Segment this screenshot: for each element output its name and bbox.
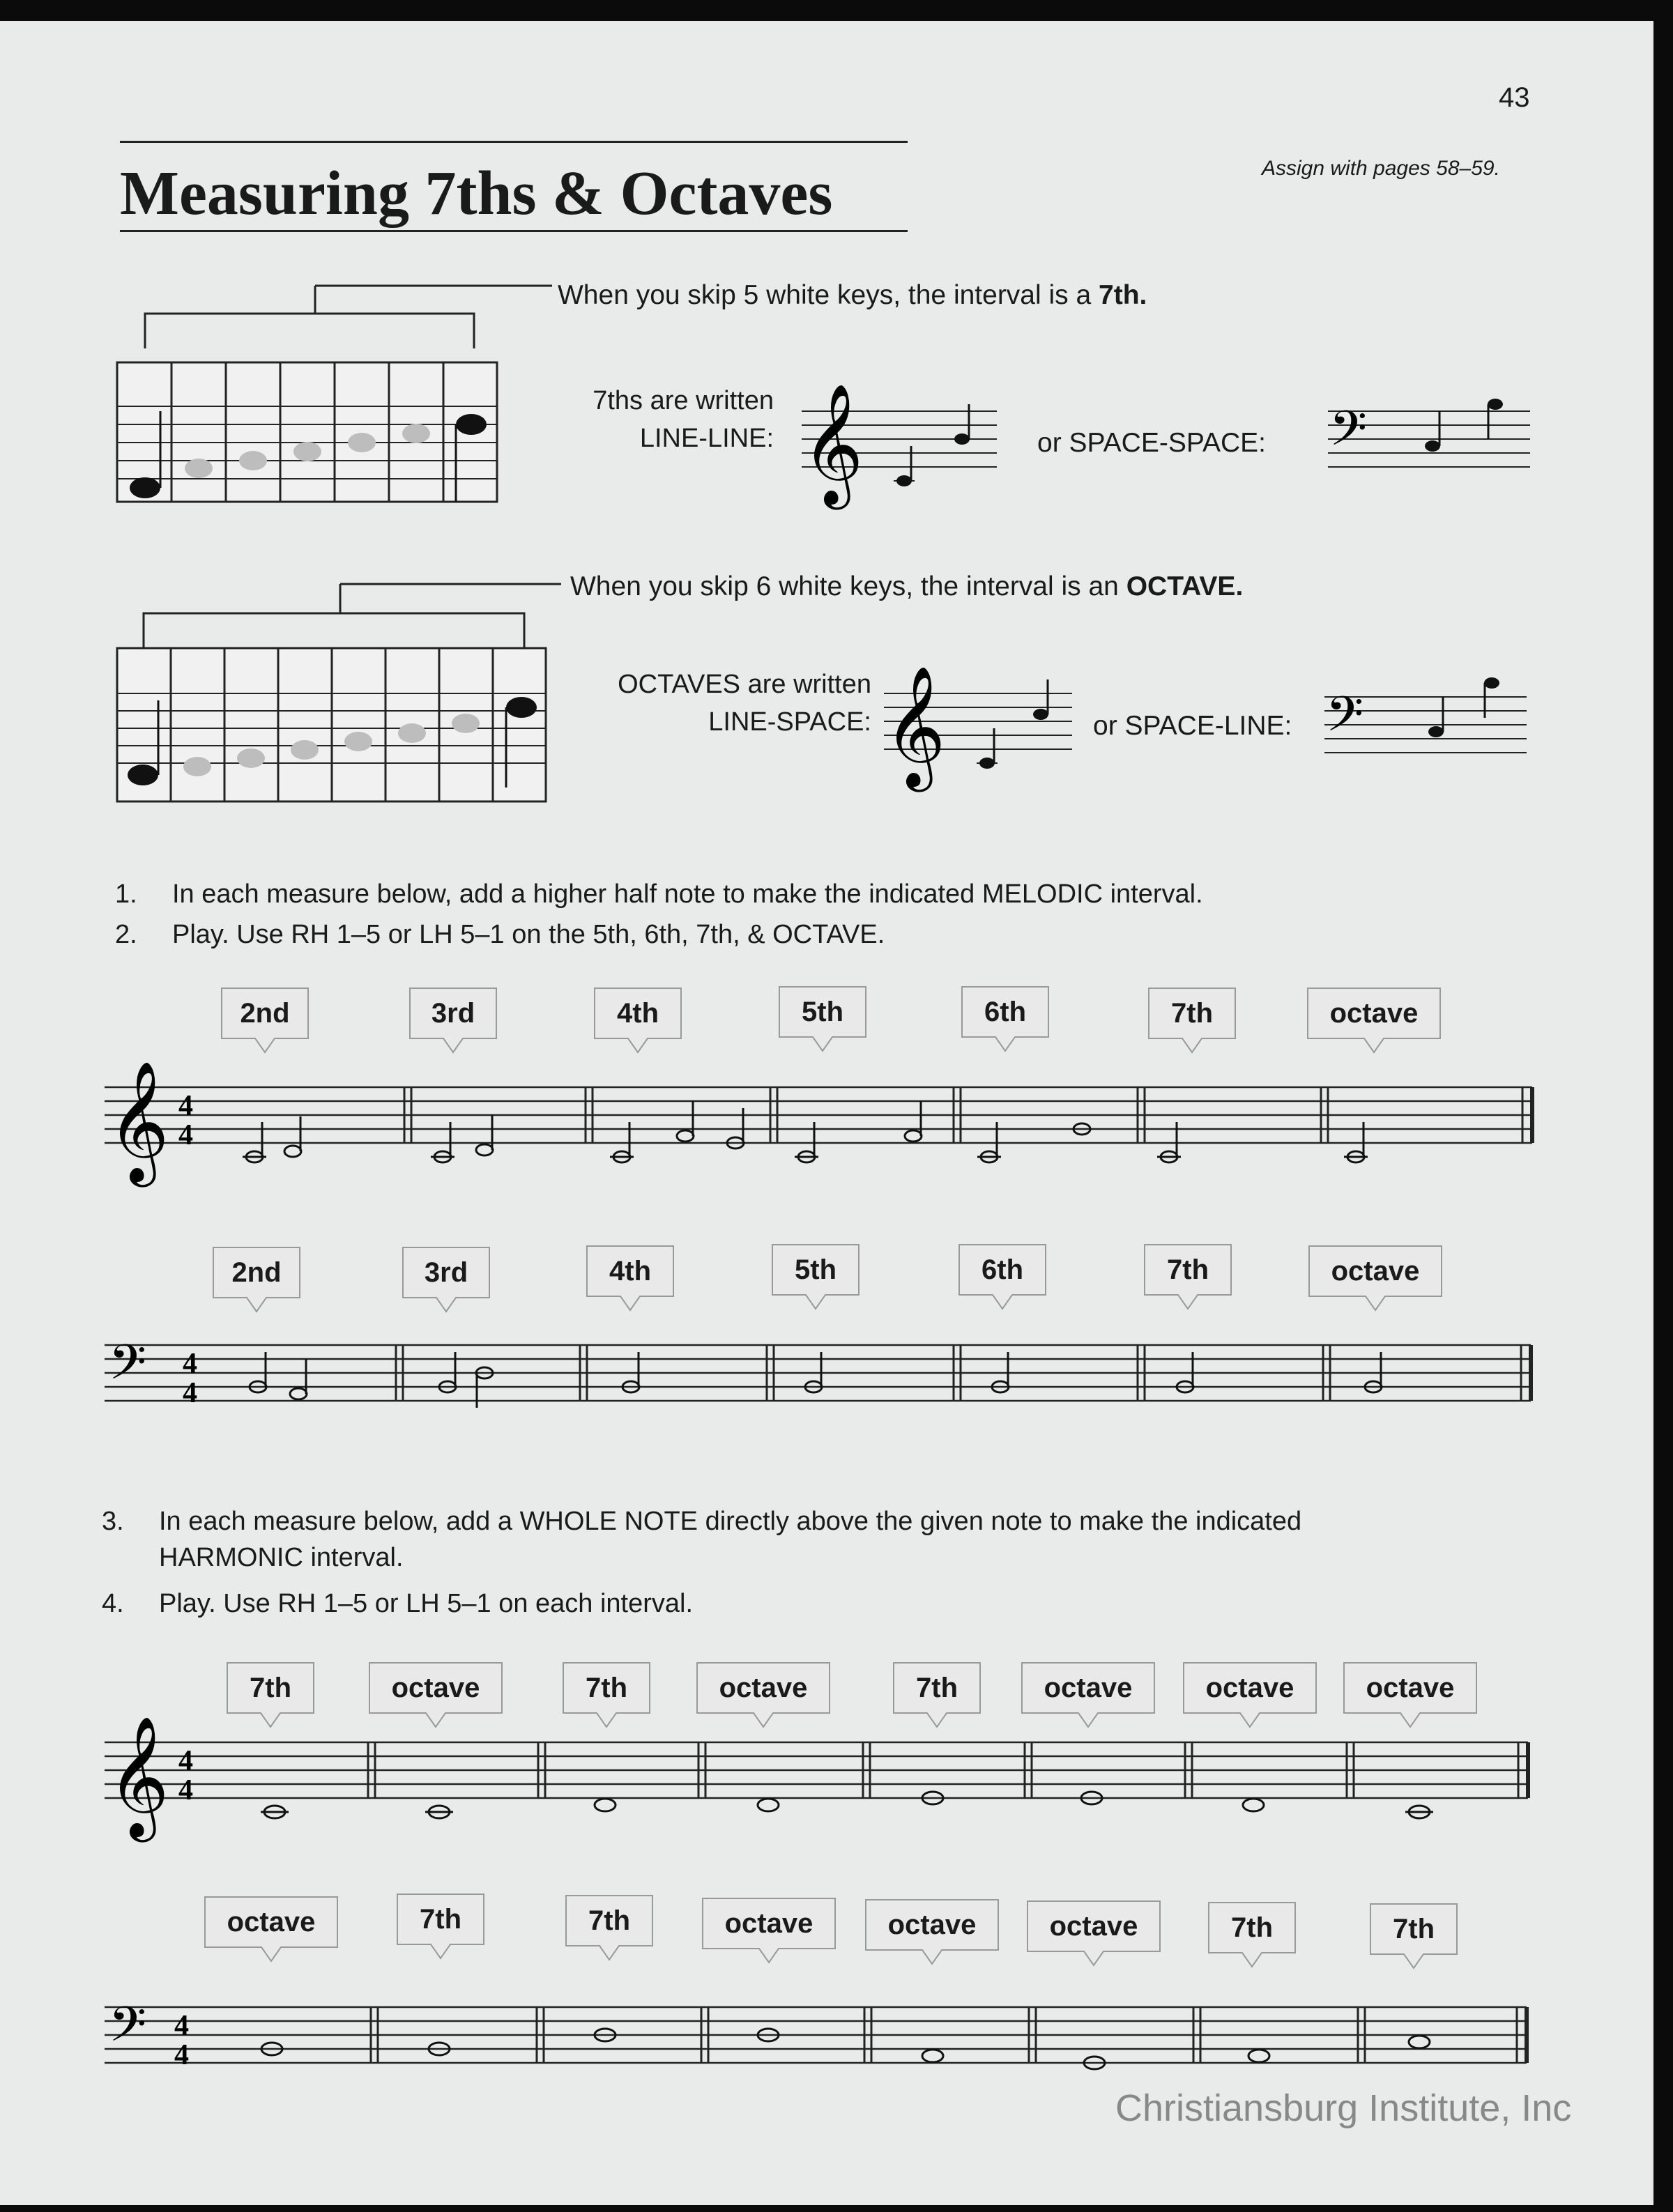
bass-clef-icon: 𝄢 xyxy=(1326,686,1364,754)
octaves-treble-example xyxy=(884,666,1079,787)
exercise1-treble-staff xyxy=(105,1052,1541,1192)
treble-clef-icon: 𝄞 xyxy=(107,1061,169,1182)
interval-badge: octave xyxy=(1022,1663,1154,1730)
interval-badge: 7th xyxy=(566,1896,652,1963)
workbook-page: 43 Assign with pages 58–59. Measuring 7ths & Octaves When you skip 5 white keys, the interval is a 7th. 7ths are written LINE-LINE: 𝄞 or SPACE-SPACE: 𝄢 When you skip 6 white keys, the interval is an OCTAVE. OCTAVES are written LINE-SPACE: 𝄞 or SPACE-LINE: 𝄢 1. In each measure below, add a higher half note to make the indicated MELODIC interval. 2. Play. Use RH 1–5 or LH 5–1 on the 5th, 6th, 7th, & OCTAVE. 2nd 3rd 4th 5th 6th 7th octave 𝄞 4 4 2nd 3rd 4th 5th 6th 7th octave 𝄢 4 4 3. In each measure below, add a WHOLE NOTE directly above the given note to make the indicated HARMONIC interval. 4. Play. Use RH 1–5 or LH 5–1 on each interval. 7th octave 7th octave 7th octave octave octave 𝄞 4 4 octave 7th 7th octave octave octave 7th 7th 𝄢 4 4 Christiansburg Institute, Inc xyxy=(0,21,1653,2205)
interval-badge: 7th xyxy=(1145,1245,1231,1312)
exercise1-bass-staff xyxy=(105,1310,1541,1436)
interval-badge: 4th xyxy=(587,1246,673,1313)
time-signature-bottom: 4 xyxy=(178,1119,193,1151)
interval-badge: 7th xyxy=(1370,1904,1457,1971)
interval-badge: octave xyxy=(1344,1663,1476,1730)
interval-badge: 7th xyxy=(227,1663,314,1730)
interval-badge: 7th xyxy=(1149,988,1235,1055)
interval-badge: 3rd xyxy=(403,1247,489,1314)
page-number: 43 xyxy=(1499,82,1530,113)
time-signature-top: 4 xyxy=(174,2010,189,2042)
sevenths-written-label: 7ths are written LINE-LINE: xyxy=(593,386,774,453)
interval-badge: octave xyxy=(866,1900,998,1967)
interval-badge: octave xyxy=(1184,1663,1316,1730)
time-signature-bottom: 4 xyxy=(174,2039,189,2071)
octaves-or-label: or SPACE-LINE: xyxy=(1093,711,1292,741)
watermark: Christiansburg Institute, Inc xyxy=(1115,2087,1572,2129)
treble-clef-icon: 𝄞 xyxy=(884,666,946,787)
octaves-heading: When you skip 6 white keys, the interval is an OCTAVE. xyxy=(570,571,1244,601)
interval-badge: octave xyxy=(703,1898,835,1965)
octaves-written-label: OCTAVES are written LINE-SPACE: xyxy=(618,670,871,737)
interval-badge: 7th xyxy=(397,1894,484,1961)
interval-badge: octave xyxy=(1308,988,1440,1055)
bass-clef-icon: 𝄢 xyxy=(109,1334,147,1402)
time-signature-bottom: 4 xyxy=(178,1774,193,1806)
bass-clef-icon: 𝄢 xyxy=(109,1996,147,2064)
interval-badge: 3rd xyxy=(410,988,496,1055)
treble-clef-icon: 𝄞 xyxy=(107,1716,169,1837)
interval-badge: 7th xyxy=(894,1663,980,1730)
time-signature-top: 4 xyxy=(178,1745,193,1777)
bass-clef-icon: 𝄢 xyxy=(1329,400,1368,468)
interval-badge: 2nd xyxy=(222,988,308,1055)
sevenths-heading: When you skip 5 white keys, the interval is a 7th. xyxy=(558,280,1147,310)
interval-badge: octave xyxy=(697,1663,830,1730)
interval-badge: 6th xyxy=(962,987,1048,1054)
page-title: Measuring 7ths & Octaves xyxy=(120,159,833,228)
interval-badge: octave xyxy=(369,1663,502,1730)
sevenths-or-label: or SPACE-SPACE: xyxy=(1037,428,1266,458)
interval-badge: 4th xyxy=(595,988,681,1055)
time-signature-top: 4 xyxy=(183,1348,197,1380)
interval-badge: 5th xyxy=(772,1245,859,1312)
treble-clef-icon: 𝄞 xyxy=(802,383,864,505)
interval-badge: 2nd xyxy=(213,1247,300,1314)
interval-badge: 7th xyxy=(1209,1903,1295,1969)
interval-badge: 6th xyxy=(959,1245,1046,1312)
interval-badge: octave xyxy=(1028,1901,1160,1968)
interval-badge: octave xyxy=(205,1897,337,1964)
interval-badge: octave xyxy=(1309,1246,1442,1313)
interval-badge: 5th xyxy=(779,987,866,1054)
time-signature-bottom: 4 xyxy=(183,1377,197,1409)
exercise2-bass-staff xyxy=(105,1972,1541,2098)
interval-badge: 7th xyxy=(563,1663,650,1730)
exercise2-treble-staff xyxy=(105,1707,1541,1847)
assign-note: Assign with pages 58–59. xyxy=(1262,157,1500,180)
time-signature-top: 4 xyxy=(178,1090,193,1122)
octaves-bass-example xyxy=(1324,676,1534,760)
